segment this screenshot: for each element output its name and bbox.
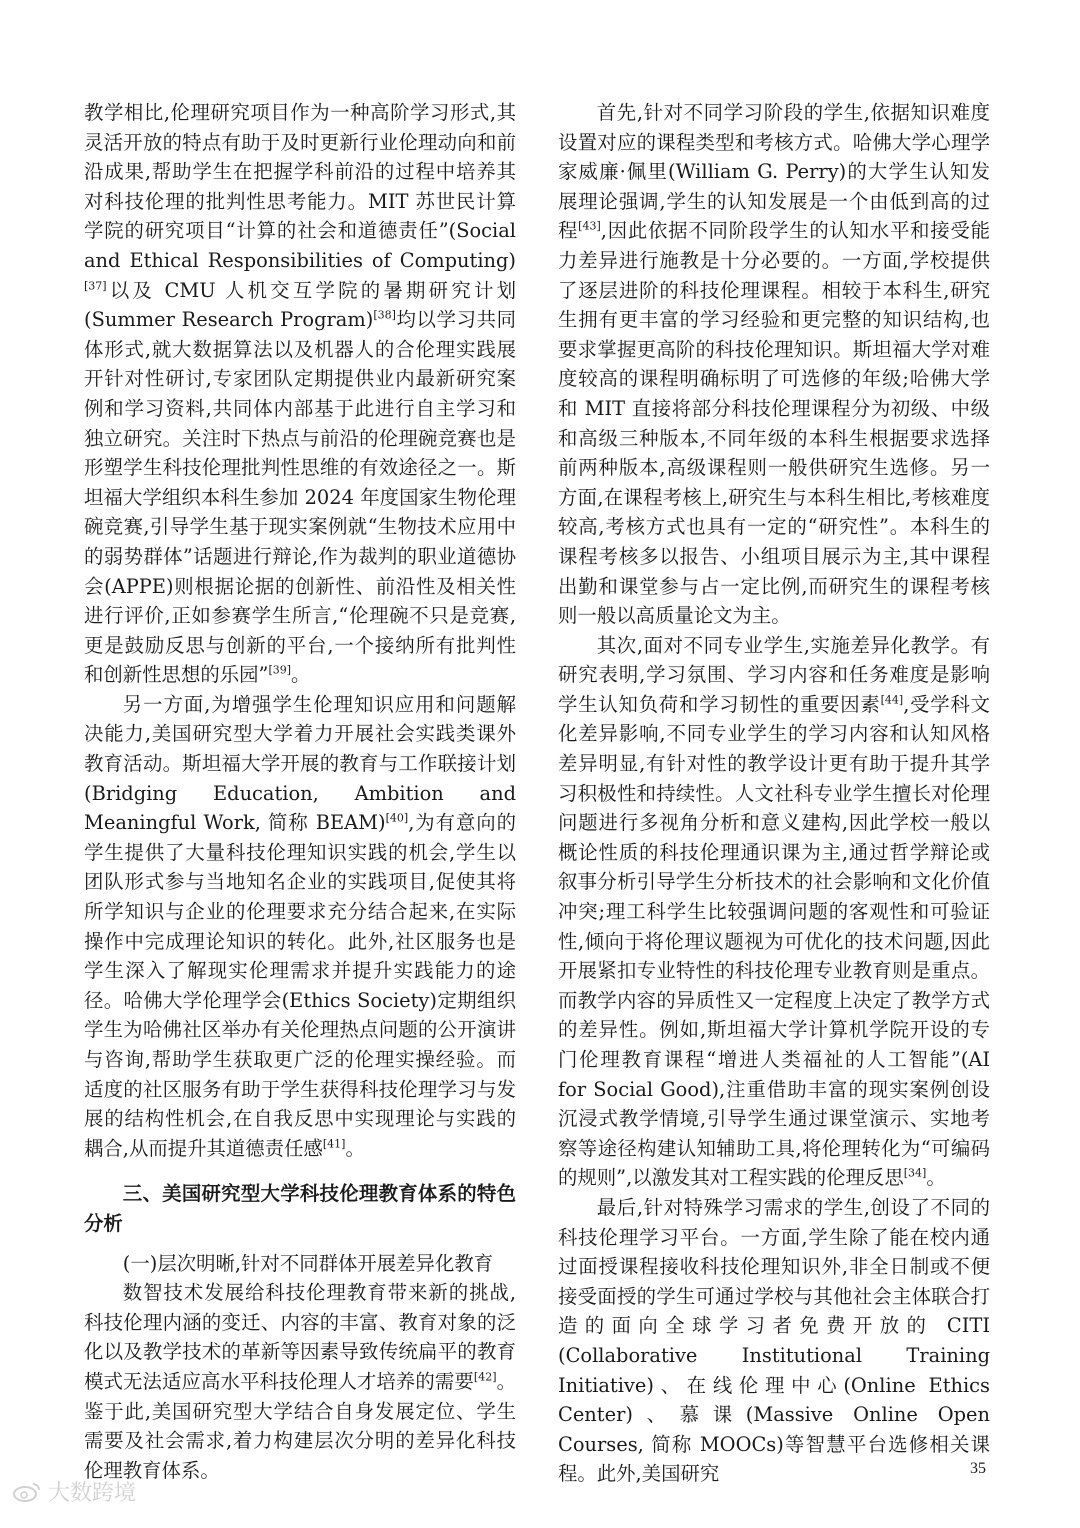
paragraph: 最后,针对特殊学习需求的学生,创设了不同的科技伦理学习平台。一方面,学生除了能在校内通过面授课程接收科技伦理知识外,非全日制或不便接受面授的学生可通过学校与其他社会主体联合打造的面向全球学习者免费开放的 CITI (Collaborative Institutional Training Initiative)、在线伦理中心(Online Ethics Center)、慕课(Massive Online Open Courses, 简称 MOOCs)等智慧平台选修相关课程。此外,美国研究 [558,1195,990,1486]
watermark [12,1476,136,1507]
citation[interactable]: [41] [322,1137,346,1151]
citation[interactable]: [37] [84,279,107,293]
citation[interactable]: [44] [880,693,904,707]
right-column [558,98,990,1489]
citation[interactable]: [34] [903,1166,927,1180]
left-column [84,98,516,1485]
subsection-title: (一)层次明晰,针对不同群体开展差异化教育 [122,1251,494,1275]
watermark-text: 大数跨境 [48,1481,137,1506]
page-number: 35 [970,1460,986,1477]
paragraph: 数智技术发展给科技伦理教育带来新的挑战,科技伦理内涵的变迁、内容的丰富、教育对象的泛化以及教学技术的革新等因素导致传统扁平的教育模式无法适应高水平科技伦理人才培养的需要[42]。鉴于此,美国研究型大学结合自身发展定位、学生需要及社会需求,着力构建层次分明的差异化科技伦理教育体系。 [84,1281,517,1482]
paragraph: 另一方面,为增强学生伦理知识应用和问题解决能力,美国研究型大学着力开展社会实践类课外教育活动。斯坦福大学开展的教育与工作联接计划(Bridging Education, Ambition and Meaningful Work, 简称 BEAM)[40],为有意向的学生提供了大量科技伦理知识实践的机会,学生以团队形式参与当地知名企业的实践项目,促使其将所学知识与企业的伦理要求充分结合起来,在实际操作中完成理论知识的转化。此外,社区服务也是学生深入了解现实伦理需求并提升实践能力的途径。哈佛大学伦理学会(Ethics Society)定期组织学生为哈佛社区举办有关伦理热点问题的公开演讲与咨询,帮助学生获取更广泛的伦理实操经验。而适度的社区服务有助于学生获得科技伦理学习与发展的结构性机会,在自我反思中实现理论与实践的耦合,从而提升其道德责任感[41]。 [84,692,516,1160]
citation[interactable]: [43] [578,219,601,233]
citation[interactable]: [38] [373,308,396,322]
citation[interactable]: [42] [473,1370,497,1384]
citation[interactable]: [40] [385,811,409,825]
paragraph: 其次,面对不同专业学生,实施差异化教学。有研究表明,学习氛围、学习内容和任务难度是影响学生认知负荷和学习韧性的重要因素[44],受学科文化差异影响,不同专业学生的学习内容和认知风格差异明显,有针对性的教学设计更有助于提升其学习积极性和持续性。人文社科专业学生擅长对伦理问题进行多视角分析和意义建构,因此学校一般以概论性质的科技伦理通识课为主,通过哲学辩论或叙事分析引导学生分析技术的社会影响和文化价值冲突;理工科学生比较强调问题的客观性和可验证性,倾向于将伦理议题视为可优化的技术问题,因此开展紧扣专业特性的科技伦理专业教育则是重点。而教学内容的异质性又一定程度上决定了教学方式的差异性。例如,斯坦福大学计算机学院开设的专门伦理教育课程“增进人类福祉的人工智能”(AI for Social Good),注重借助丰富的现实案例创设沉浸式教学情境,引导学生通过课堂演示、实地考察等途径构建认知辅助工具,将伦理转化为“可编码的规则”,以激发其对工程实践的伦理反思[34]。 [558,633,990,1190]
citation[interactable]: [39] [268,663,292,677]
paragraph: 首先,针对不同学习阶段的学生,依据知识难度设置对应的课程类型和考核方式。哈佛大学心理学家威廉·佩里(William G. Perry)的大学生认知发展理论强调,学生的认知发展是一个由低到高的过程[43],因此依据不同阶段学生的认知水平和接受能力差异进行施教是十分必要的。一方面,学校提供了逐层进阶的科技伦理课程。相较于本科生,研究生拥有更丰富的学习经验和更完整的知识结构,也要求掌握更高阶的科技伦理知识。斯坦福大学对难度较高的课程明确标明了可选修的年级;哈佛大学和 MIT 直接将部分科技伦理课程分为初级、中级和高级三种版本,不同年级的本科生根据要求选择前两种版本,高级课程则一般供研究生选修。另一方面,在课程考核上,研究生与本科生相比,考核难度较高,考核方式也具有一定的“研究性”。本科生的课程考核多以报告、小组项目展示为主,其中课程出勤和课堂参与占一定比例,而研究生的课程考核则一般以高质量论文为主。 [558,101,991,628]
paragraph: 教学相比,伦理研究项目作为一种高阶学习形式,其灵活开放的特点有助于及时更新行业伦理动向和前沿成果,帮助学生在把握学科前沿的过程中培养其对科技伦理的批判性思考能力。MIT 苏世民计算学院的研究项目“计算的社会和道德责任”(Social and Ethical Responsibilities of Computing)[37]以及 CMU 人机交互学院的暑期研究计划(Summer Research Program)[38]均以学习共同体形式,就大数据算法以及机器人的合伦理实践展开针对性研讨,专家团队定期提供业内最新研究案例和学习资料,共同体内部基于此进行自主学习和独立研究。关注时下热点与前沿的伦理碗竞赛也是形塑学生科技伦理批判性思维的有效途径之一。斯坦福大学组织本科生参加 2024 年度国家生物伦理碗竞赛,引导学生基于现实案例就“生物技术应用中的弱势群体”话题进行辩论,作为裁判的职业道德协会(APPE)则根据论据的创新性、前沿性及相关性进行评价,正如参赛学生所言,“伦理碗不只是竞赛,更是鼓励反思与创新的平台,一个接纳所有批判性和创新性思想的乐园”[39]。 [84,101,516,687]
weibo-logo-icon [12,1481,42,1503]
section-title: 三、美国研究型大学科技伦理教育体系的特色分析 [84,1182,516,1235]
